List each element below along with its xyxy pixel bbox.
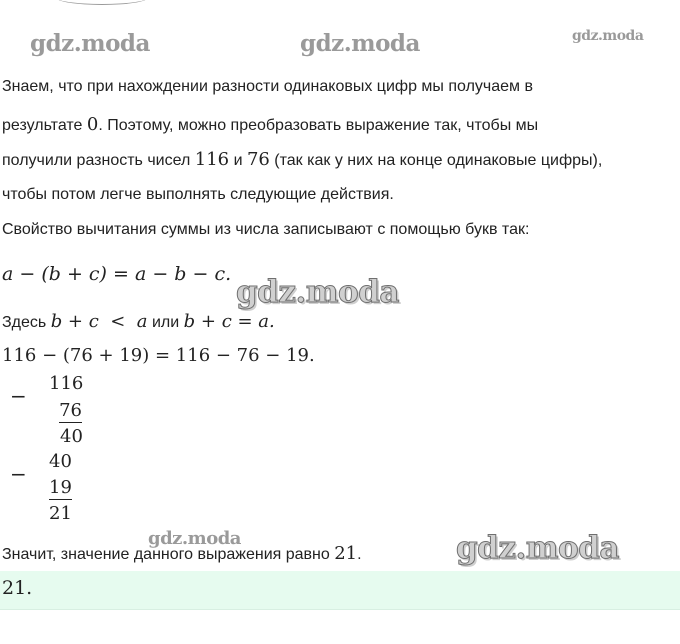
text-fragment: получили разность чисел: [2, 152, 195, 169]
math-number: 116: [194, 149, 230, 170]
watermark: gdz.moda: [236, 274, 399, 310]
watermark: gdz.moda: [148, 528, 241, 549]
text-fragment: . Поэтому, можно преобразовать выражение так, чтобы мы: [98, 117, 539, 134]
explanation-line: Знаем, что при нахождении разности одинаковых цифр мы получаем в: [2, 78, 533, 95]
conclusion-line: [2, 543, 362, 564]
text-fragment: и: [229, 152, 247, 169]
text-fragment: (так как у них на конце одинаковые цифры),: [269, 152, 603, 169]
column-subtrahend: 19: [49, 477, 72, 498]
watermark: gdz.moda: [30, 30, 150, 57]
column-result: 40: [60, 426, 83, 447]
condition-line: [2, 311, 275, 332]
text-fragment: Значит, значение данного выражения равно: [2, 546, 335, 563]
text-fragment: .: [357, 546, 362, 563]
column-minuend: 40: [49, 451, 72, 472]
math-condition: b + c = a.: [183, 311, 275, 332]
explanation-line: Свойство вычитания суммы из числа записывают с помощью букв так:: [2, 221, 530, 238]
formula: a − (b + c) = a − b − c.: [2, 263, 232, 285]
watermark: gdz.moda: [300, 30, 420, 57]
cropped-top-decoration: [56, 0, 148, 5]
watermark: gdz.moda: [456, 530, 619, 566]
text-fragment: Здесь: [2, 314, 51, 331]
math-number: 0: [86, 114, 99, 135]
minus-sign: −: [10, 462, 27, 486]
text-fragment: результате: [2, 117, 87, 134]
explanation-line: [2, 149, 602, 170]
math-number: 76: [246, 149, 270, 170]
minus-sign: −: [10, 384, 27, 408]
expression: 116 − (76 + 19) = 116 − 76 − 19.: [2, 345, 315, 366]
watermark: gdz.moda: [572, 28, 644, 44]
math-number: 21: [334, 543, 358, 564]
math-condition: b + c < a: [50, 311, 148, 332]
answer-value: 21.: [2, 577, 33, 599]
answer-box: [0, 571, 680, 610]
column-minuend: 116: [49, 373, 84, 394]
text-fragment: или: [147, 314, 184, 331]
column-result: 21: [49, 503, 72, 524]
explanation-line: чтобы потом легче выполнять следующие действия.: [2, 186, 394, 203]
explanation-line: [2, 114, 538, 135]
column-subtrahend: 76: [59, 400, 82, 421]
